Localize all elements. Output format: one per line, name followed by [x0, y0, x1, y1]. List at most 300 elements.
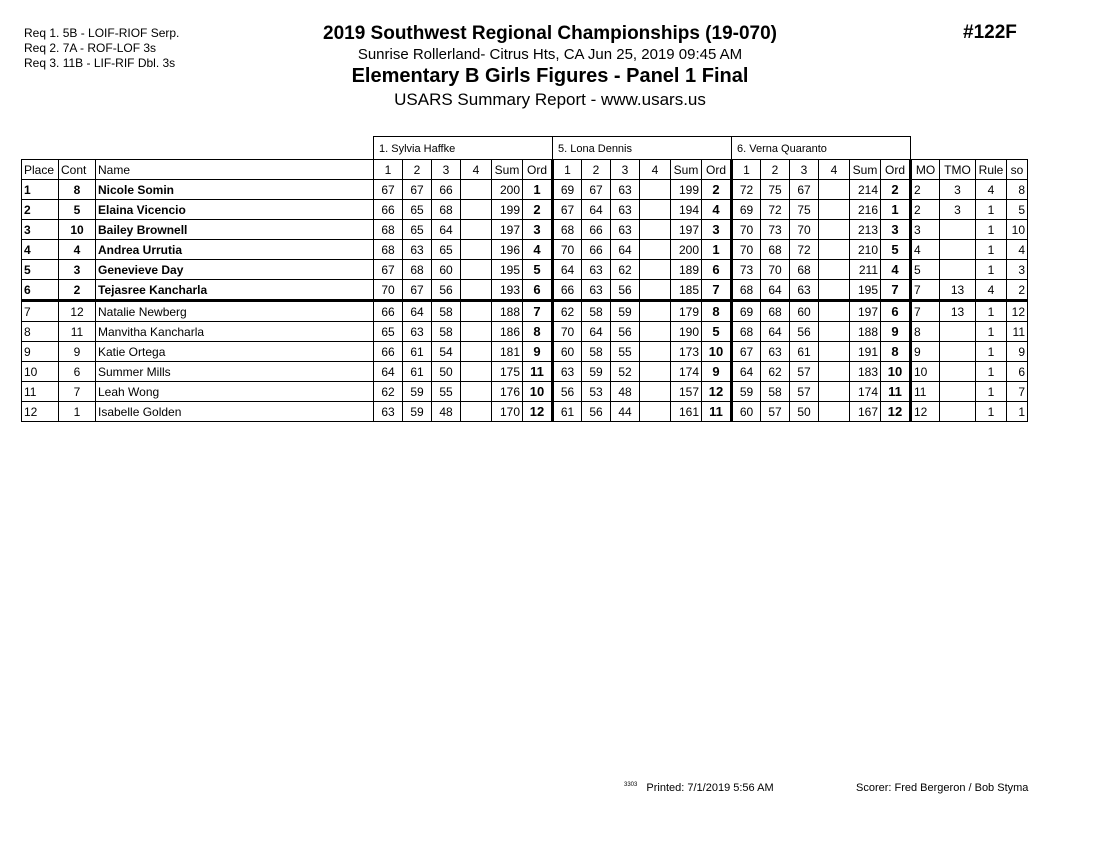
score-cell: 70 — [553, 240, 582, 260]
score-cell: 48 — [432, 402, 461, 422]
sum-cell: 195 — [850, 280, 881, 301]
score-cell: 67 — [732, 342, 761, 362]
rule-cell: 1 — [976, 260, 1007, 280]
ord-cell: 1 — [881, 200, 911, 220]
score-cell: 59 — [582, 362, 611, 382]
col-cont: Cont — [59, 160, 96, 180]
sum-cell: 175 — [492, 362, 523, 382]
tmo-cell — [940, 342, 976, 362]
rule-cell: 1 — [976, 301, 1007, 322]
score-cell: 68 — [553, 220, 582, 240]
table-row — [22, 322, 1028, 342]
score-cell: 55 — [611, 342, 640, 362]
score-cell: 61 — [790, 342, 819, 362]
score-cell: 58 — [761, 382, 790, 402]
score-cell: 63 — [611, 180, 640, 200]
name-cell: Isabelle Golden — [96, 402, 374, 422]
score-cell: 59 — [403, 402, 432, 422]
ord-cell: 5 — [881, 240, 911, 260]
score-cell: 62 — [761, 362, 790, 382]
score-cell: 62 — [611, 260, 640, 280]
cont-cell: 8 — [59, 180, 96, 200]
so-cell: 12 — [1007, 301, 1028, 322]
tmo-cell — [940, 240, 976, 260]
score-cell: 64 — [374, 362, 403, 382]
col-so: so — [1007, 160, 1028, 180]
score-cell: 65 — [432, 240, 461, 260]
printed-date: Printed: 7/1/2019 5:56 AM — [646, 782, 774, 794]
score-cell: 66 — [432, 180, 461, 200]
sum-cell: 194 — [671, 200, 702, 220]
score-cell: 66 — [553, 280, 582, 301]
place-cell: 7 — [22, 301, 59, 322]
score-cell: 68 — [403, 260, 432, 280]
so-cell: 4 — [1007, 240, 1028, 260]
sum-cell: 195 — [492, 260, 523, 280]
score-cell: 66 — [582, 240, 611, 260]
score-cell: 63 — [790, 280, 819, 301]
tmo-cell — [940, 322, 976, 342]
judge-2-name: 5. Lona Dennis — [553, 137, 732, 160]
score-cell: 70 — [553, 322, 582, 342]
cont-cell: 7 — [59, 382, 96, 402]
score-cell: 56 — [790, 322, 819, 342]
score-cell: 67 — [374, 180, 403, 200]
rule-cell: 1 — [976, 382, 1007, 402]
sum-cell: 189 — [671, 260, 702, 280]
cont-cell: 3 — [59, 260, 96, 280]
score-cell: 56 — [611, 322, 640, 342]
score-cell: 72 — [732, 180, 761, 200]
score-cell — [461, 322, 492, 342]
score-cell: 60 — [732, 402, 761, 422]
mo-cell: 9 — [911, 342, 940, 362]
score-cell: 69 — [553, 180, 582, 200]
score-cell — [640, 342, 671, 362]
ord-cell: 3 — [881, 220, 911, 240]
report-header — [250, 22, 850, 111]
score-cell — [819, 180, 850, 200]
cont-cell: 5 — [59, 200, 96, 220]
score-cell: 64 — [582, 200, 611, 220]
ord-cell: 5 — [523, 260, 553, 280]
col-tmo: TMO — [940, 160, 976, 180]
rule-cell: 4 — [976, 280, 1007, 301]
score-cell — [461, 220, 492, 240]
score-cell — [640, 240, 671, 260]
mo-cell: 7 — [911, 280, 940, 301]
name-cell: Nicole Somin — [96, 180, 374, 200]
tmo-cell — [940, 260, 976, 280]
ord-cell: 1 — [523, 180, 553, 200]
score-cell — [819, 342, 850, 362]
table-row — [22, 220, 1028, 240]
score-cell: 52 — [611, 362, 640, 382]
mo-cell: 12 — [911, 402, 940, 422]
score-cell — [819, 280, 850, 301]
name-cell: Elaina Vicencio — [96, 200, 374, 220]
tmo-cell — [940, 220, 976, 240]
score-cell — [640, 180, 671, 200]
score-cell: 64 — [582, 322, 611, 342]
score-cell: 70 — [761, 260, 790, 280]
score-cell: 66 — [374, 342, 403, 362]
column-header-row — [22, 160, 1028, 180]
score-cell — [640, 402, 671, 422]
score-cell: 44 — [611, 402, 640, 422]
place-cell: 9 — [22, 342, 59, 362]
place-cell: 6 — [22, 280, 59, 301]
score-cell — [461, 362, 492, 382]
ord-cell: 8 — [523, 322, 553, 342]
score-cell: 59 — [732, 382, 761, 402]
ord-cell: 2 — [881, 180, 911, 200]
place-cell: 4 — [22, 240, 59, 260]
tmo-cell — [940, 402, 976, 422]
name-cell: Manvitha Kancharla — [96, 322, 374, 342]
table-row — [22, 402, 1028, 422]
score-cell: 64 — [761, 322, 790, 342]
score-cell: 48 — [611, 382, 640, 402]
score-cell — [640, 200, 671, 220]
sum-cell: 167 — [850, 402, 881, 422]
ord-cell: 11 — [702, 402, 732, 422]
score-cell: 63 — [403, 240, 432, 260]
score-cell: 68 — [761, 240, 790, 260]
report-subtitle: USARS Summary Report - www.usars.us — [394, 90, 706, 109]
sum-cell: 157 — [671, 382, 702, 402]
name-cell: Leah Wong — [96, 382, 374, 402]
ord-cell: 6 — [881, 301, 911, 322]
name-cell: Natalie Newberg — [96, 301, 374, 322]
score-cell: 58 — [432, 301, 461, 322]
score-cell: 65 — [403, 220, 432, 240]
score-cell: 58 — [582, 301, 611, 322]
printed-info — [624, 782, 774, 794]
so-cell: 3 — [1007, 260, 1028, 280]
col-j1-score-4: 4 — [461, 160, 492, 180]
score-cell: 65 — [403, 200, 432, 220]
so-cell: 7 — [1007, 382, 1028, 402]
ord-cell: 10 — [523, 382, 553, 402]
score-cell — [819, 402, 850, 422]
score-cell — [461, 301, 492, 322]
col-j1-sum: Sum — [492, 160, 523, 180]
so-cell: 8 — [1007, 180, 1028, 200]
rule-cell: 1 — [976, 342, 1007, 362]
sum-cell: 179 — [671, 301, 702, 322]
judge-1-name: 1. Sylvia Haffke — [374, 137, 553, 160]
sum-cell: 211 — [850, 260, 881, 280]
place-cell: 3 — [22, 220, 59, 240]
score-cell: 62 — [374, 382, 403, 402]
cont-cell: 12 — [59, 301, 96, 322]
score-cell — [640, 382, 671, 402]
scorer-info: Scorer: Fred Bergeron / Bob Styma — [856, 782, 1029, 794]
mo-cell: 11 — [911, 382, 940, 402]
ord-cell: 9 — [702, 362, 732, 382]
score-cell — [819, 260, 850, 280]
sum-cell: 161 — [671, 402, 702, 422]
rule-cell: 1 — [976, 402, 1007, 422]
col-j1-score-3: 3 — [432, 160, 461, 180]
mo-cell: 7 — [911, 301, 940, 322]
sum-cell: 170 — [492, 402, 523, 422]
cont-cell: 1 — [59, 402, 96, 422]
sum-cell: 197 — [671, 220, 702, 240]
score-cell: 63 — [761, 342, 790, 362]
so-cell: 11 — [1007, 322, 1028, 342]
score-cell: 64 — [432, 220, 461, 240]
score-cell: 64 — [403, 301, 432, 322]
score-cell: 66 — [582, 220, 611, 240]
rule-cell: 1 — [976, 220, 1007, 240]
judge-header-row — [22, 137, 1028, 160]
col-j3-score-2: 2 — [761, 160, 790, 180]
score-cell: 56 — [611, 280, 640, 301]
table-row — [22, 280, 1028, 301]
score-cell: 57 — [790, 382, 819, 402]
so-cell: 1 — [1007, 402, 1028, 422]
so-cell: 2 — [1007, 280, 1028, 301]
sum-cell: 188 — [850, 322, 881, 342]
ord-cell: 12 — [523, 402, 553, 422]
sum-cell: 210 — [850, 240, 881, 260]
score-cell — [819, 322, 850, 342]
score-cell: 59 — [403, 382, 432, 402]
score-cell — [461, 402, 492, 422]
sum-cell: 196 — [492, 240, 523, 260]
mo-cell: 10 — [911, 362, 940, 382]
score-cell: 70 — [732, 220, 761, 240]
mo-cell: 2 — [911, 200, 940, 220]
score-cell: 64 — [611, 240, 640, 260]
event-name: 2019 Southwest Regional Championships (19-070) — [323, 23, 777, 44]
score-cell — [461, 240, 492, 260]
sum-cell: 176 — [492, 382, 523, 402]
ord-cell: 7 — [523, 301, 553, 322]
score-cell: 68 — [732, 322, 761, 342]
table-row — [22, 180, 1028, 200]
score-cell: 63 — [582, 280, 611, 301]
score-cell — [819, 200, 850, 220]
table-row — [22, 240, 1028, 260]
name-cell: Summer Mills — [96, 362, 374, 382]
score-cell — [461, 260, 492, 280]
ord-cell: 1 — [702, 240, 732, 260]
col-j2-score-3: 3 — [611, 160, 640, 180]
score-cell: 59 — [611, 301, 640, 322]
ord-cell: 7 — [702, 280, 732, 301]
score-cell: 63 — [553, 362, 582, 382]
cont-cell: 10 — [59, 220, 96, 240]
rule-cell: 4 — [976, 180, 1007, 200]
ord-cell: 7 — [881, 280, 911, 301]
score-cell: 67 — [553, 200, 582, 220]
score-cell: 67 — [582, 180, 611, 200]
sum-cell: 199 — [492, 200, 523, 220]
score-cell: 72 — [761, 200, 790, 220]
ord-cell: 10 — [702, 342, 732, 362]
sum-cell: 214 — [850, 180, 881, 200]
col-place: Place — [22, 160, 59, 180]
score-cell: 63 — [374, 402, 403, 422]
sum-cell: 199 — [671, 180, 702, 200]
ord-cell: 10 — [881, 362, 911, 382]
ord-cell: 8 — [881, 342, 911, 362]
sum-cell: 185 — [671, 280, 702, 301]
rule-cell: 1 — [976, 240, 1007, 260]
cont-cell: 9 — [59, 342, 96, 362]
place-cell: 2 — [22, 200, 59, 220]
ord-cell: 2 — [523, 200, 553, 220]
score-cell: 58 — [582, 342, 611, 362]
tmo-cell: 13 — [940, 280, 976, 301]
table-row — [22, 362, 1028, 382]
results-table — [21, 136, 1028, 422]
score-cell — [461, 180, 492, 200]
score-cell: 54 — [432, 342, 461, 362]
table-row — [22, 200, 1028, 220]
sum-cell: 197 — [492, 220, 523, 240]
sum-cell: 186 — [492, 322, 523, 342]
ord-cell: 4 — [881, 260, 911, 280]
score-cell — [461, 342, 492, 362]
requirement-3: Req 3. 11B - LIF-RIF Dbl. 3s — [24, 56, 176, 70]
score-cell: 66 — [374, 200, 403, 220]
tmo-cell — [940, 382, 976, 402]
sum-cell: 216 — [850, 200, 881, 220]
so-cell: 6 — [1007, 362, 1028, 382]
cont-cell: 6 — [59, 362, 96, 382]
score-cell: 58 — [432, 322, 461, 342]
score-cell — [640, 322, 671, 342]
score-cell: 75 — [761, 180, 790, 200]
score-cell: 65 — [374, 322, 403, 342]
score-cell — [819, 301, 850, 322]
score-cell: 62 — [553, 301, 582, 322]
score-cell: 69 — [732, 200, 761, 220]
score-cell: 61 — [403, 362, 432, 382]
score-cell: 70 — [732, 240, 761, 260]
score-cell — [819, 220, 850, 240]
sum-cell: 174 — [850, 382, 881, 402]
table-row — [22, 260, 1028, 280]
score-cell: 66 — [374, 301, 403, 322]
ord-cell: 9 — [523, 342, 553, 362]
sum-cell: 200 — [671, 240, 702, 260]
requirements-list — [24, 26, 179, 71]
score-cell — [640, 280, 671, 301]
cont-cell: 4 — [59, 240, 96, 260]
name-cell: Tejasree Kancharla — [96, 280, 374, 301]
score-cell: 60 — [553, 342, 582, 362]
table-row — [22, 382, 1028, 402]
col-j2-sum: Sum — [671, 160, 702, 180]
ord-cell: 2 — [702, 180, 732, 200]
event-number: #122F — [963, 22, 1017, 43]
table-row — [22, 342, 1028, 362]
rule-cell: 1 — [976, 200, 1007, 220]
col-j1-score-1: 1 — [374, 160, 403, 180]
score-cell: 68 — [374, 240, 403, 260]
ord-cell: 4 — [523, 240, 553, 260]
score-cell: 63 — [611, 220, 640, 240]
score-cell: 63 — [403, 322, 432, 342]
col-j3-score-1: 1 — [732, 160, 761, 180]
ord-cell: 9 — [881, 322, 911, 342]
sum-cell: 200 — [492, 180, 523, 200]
mo-cell: 4 — [911, 240, 940, 260]
score-cell: 67 — [374, 260, 403, 280]
score-cell: 63 — [582, 260, 611, 280]
requirement-1: Req 1. 5B - LOIF-RIOF Serp. — [24, 26, 180, 40]
rule-cell: 1 — [976, 362, 1007, 382]
col-j1-score-2: 2 — [403, 160, 432, 180]
score-cell: 67 — [403, 180, 432, 200]
col-j3-sum: Sum — [850, 160, 881, 180]
report-code: 3303 — [624, 782, 638, 788]
score-cell: 67 — [790, 180, 819, 200]
col-j3-score-3: 3 — [790, 160, 819, 180]
score-cell: 64 — [553, 260, 582, 280]
name-cell: Katie Ortega — [96, 342, 374, 362]
name-cell: Genevieve Day — [96, 260, 374, 280]
ord-cell: 11 — [523, 362, 553, 382]
sum-cell: 174 — [671, 362, 702, 382]
ord-cell: 6 — [702, 260, 732, 280]
ord-cell: 12 — [881, 402, 911, 422]
score-cell: 60 — [790, 301, 819, 322]
sum-cell: 188 — [492, 301, 523, 322]
score-cell — [819, 362, 850, 382]
score-cell: 73 — [761, 220, 790, 240]
col-rule: Rule — [976, 160, 1007, 180]
score-cell: 61 — [553, 402, 582, 422]
table-row — [22, 301, 1028, 322]
score-cell: 68 — [374, 220, 403, 240]
score-cell: 50 — [790, 402, 819, 422]
sum-cell: 173 — [671, 342, 702, 362]
sum-cell: 181 — [492, 342, 523, 362]
score-cell — [640, 301, 671, 322]
requirement-2: Req 2. 7A - ROF-LOF 3s — [24, 41, 157, 55]
score-cell — [461, 382, 492, 402]
score-cell — [819, 240, 850, 260]
score-cell: 64 — [761, 280, 790, 301]
so-cell: 5 — [1007, 200, 1028, 220]
score-cell: 69 — [732, 301, 761, 322]
col-mo: MO — [911, 160, 940, 180]
score-cell: 56 — [432, 280, 461, 301]
ord-cell: 8 — [702, 301, 732, 322]
score-cell: 53 — [582, 382, 611, 402]
tmo-cell — [940, 362, 976, 382]
rule-cell: 1 — [976, 322, 1007, 342]
score-cell: 64 — [732, 362, 761, 382]
col-j2-score-1: 1 — [553, 160, 582, 180]
col-j2-score-4: 4 — [640, 160, 671, 180]
score-cell: 61 — [403, 342, 432, 362]
score-cell: 57 — [790, 362, 819, 382]
ord-cell: 5 — [702, 322, 732, 342]
sum-cell: 191 — [850, 342, 881, 362]
score-cell: 56 — [553, 382, 582, 402]
ord-cell: 11 — [881, 382, 911, 402]
mo-cell: 3 — [911, 220, 940, 240]
score-cell — [461, 200, 492, 220]
so-cell: 9 — [1007, 342, 1028, 362]
